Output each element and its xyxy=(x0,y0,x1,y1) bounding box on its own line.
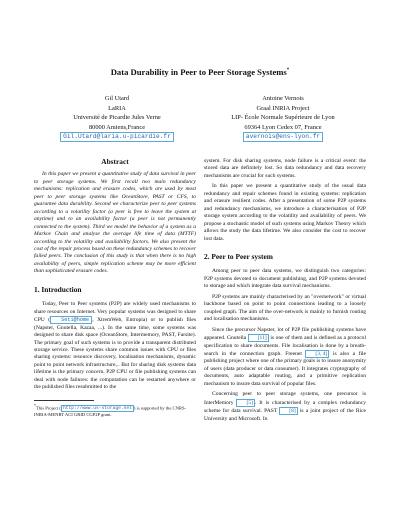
section-heading: 2. Peer to Peer system xyxy=(204,251,273,261)
left-column xyxy=(34,158,196,418)
author-email-link[interactable]: Gil.Utard@laria.u-picardie.fr xyxy=(60,132,174,142)
author-address: 69364 Lyon Cedex 07, France xyxy=(244,123,322,131)
author-name: Antoine Vernois xyxy=(262,95,304,102)
author-name: Gil Utard xyxy=(104,95,130,102)
author-affiliation: LIP- École Normale Supérieure de Lyon xyxy=(231,114,335,122)
footnote-url-link[interactable]: http://www.us-storage.net xyxy=(62,406,132,412)
author-address: 80000 Amiens,France xyxy=(88,123,146,131)
paragraph: P2P systems are mainly characterised by an "overnetwork" or virtual backbone based on point to point connections leading to a loosely coupled graph. The aim of the over-network is mainly to furnish routing and localisation mechanisms. xyxy=(204,293,366,323)
paragraph: In this paper we present a quantitative study of the usual data redundancy and repair schemes found in existing systems: replication and erasure resilient codes. After a presentation of some P2P systems and redundancy mechanisms, we introduce a characterisation of P2P storage system according to the volatility and availability of peers. We propose a stochastic model of such systems using Markov Theory which allows the study the data lifetime. We also consider the cost to recover lost data. xyxy=(204,183,366,242)
section-heading: 1. Introduction xyxy=(34,284,82,294)
right-column xyxy=(204,158,366,426)
paragraph: Today, Peer to Peer systems (P2P) are widely used mechanisms to share resources on Internet. Very popular systems was designed to share CPU ( Seti@home , XtremWeb, Entropia) or to publish files (Napster, Gnutella, Kazaa, ...). In the same time, some systems was designed to share disk space (OceanStore, Intermemory, PAST, Farsite). The primary goal of such systems is to provide a transparent distributed storage service. These systems share common issues with CPU or files sharing systems: resource discovery, localisation mechanisms, dynamic point to point network infrastructure,.. But for sharing disk systems data lifetime is the primary concern. P2P CPU or file publishing systems can deal with node failures: the computation can be restarted anywhere or the published files resubmitted to the xyxy=(34,301,196,391)
paragraph: system. For disk sharing systems, node failure is a critical event: the stored data are definitely lost. So data redundancy and data recovery mechanisms are crucial for such systems. xyxy=(204,158,366,179)
author-affiliation: Graal INRIA Project xyxy=(256,104,310,112)
paper-title: Data Durability in Peer to Peer Storage Systems* xyxy=(110,67,290,77)
author-block-1 xyxy=(42,94,192,142)
inline-code-link[interactable]: Seti@home xyxy=(50,316,92,324)
author-block-2 xyxy=(208,94,358,142)
citation-link[interactable]: [8] xyxy=(279,407,297,415)
author-affiliation: Université de Picardie Jules Verne xyxy=(73,114,161,122)
paragraph: Among peer to peer data systems, we distinguish two categories: P2P systems devoted to document publishing, and P2P systems devoted to storage and which integrate data survival mechanisms. xyxy=(204,268,366,290)
author-email-link[interactable]: avernois@ens-lyon.fr xyxy=(243,132,323,142)
paragraph: Concerning peer to peer storage systems, one precursor is InterMemory [5] . It is characterised by a complex redundancy scheme for data survival. PAST [8] is a joint project of the Rice University and Microsoft. In xyxy=(204,391,366,422)
author-affiliation: LaRIA xyxy=(108,104,126,112)
paragraph: Since the precursor Napster, lot of P2P file publishing systems have appeared. Gnutella [11] is one of them and is defined as a protocol specification to share documents. File localisation is done by a breath-search in the connection graph. Freenet [3, 4] is also a file publishing project where one of the primary goals is to insure anonymity of users (data producer or data consumer). It integrates cryptography of documents, auto adaptable routing, and a primitive replication mechanism to insure data survival of popular files. xyxy=(204,326,366,387)
abstract-heading: Abstract xyxy=(101,157,129,166)
citation-link[interactable]: [5] xyxy=(236,399,254,407)
abstract-section xyxy=(34,158,196,276)
abstract-text: In this paper we present a quantitative study of data survival in peer to peer storage systems. We first recall two main redundancy mechanisms: replication and erasure codes, which are used by most peer to peer storage systems like OceanStore, PAST or CFS, to guarantee data durability. Second we characterize peer to peer systems according to a volatility factor (a peer is free to leave the system at anytime) and to an availability factor (a peer is not permanently connected to the system). Third we model the behavior of a system as a Markov Chain and analyse the average life time of data (MTTF) according to the volatility and availability factors. We also present the cost of the repair process based on these redundancy schemes to recover failed peers. The conclusion of this study is that when there is no high availability of peers, simple replication scheme may be more efficient than sophisticated erasure codes. xyxy=(34,171,196,275)
footnote-divider xyxy=(34,400,94,401)
citation-link[interactable]: [11] xyxy=(248,334,269,342)
introduction-section xyxy=(34,286,196,392)
footnote: *This Project ( http://www.us-storage.net ) is supported by the CNRS-INRIA-MENRT ACI GRID CGP2P grant. xyxy=(34,403,187,418)
citation-link[interactable]: [3, 4] xyxy=(305,350,329,358)
